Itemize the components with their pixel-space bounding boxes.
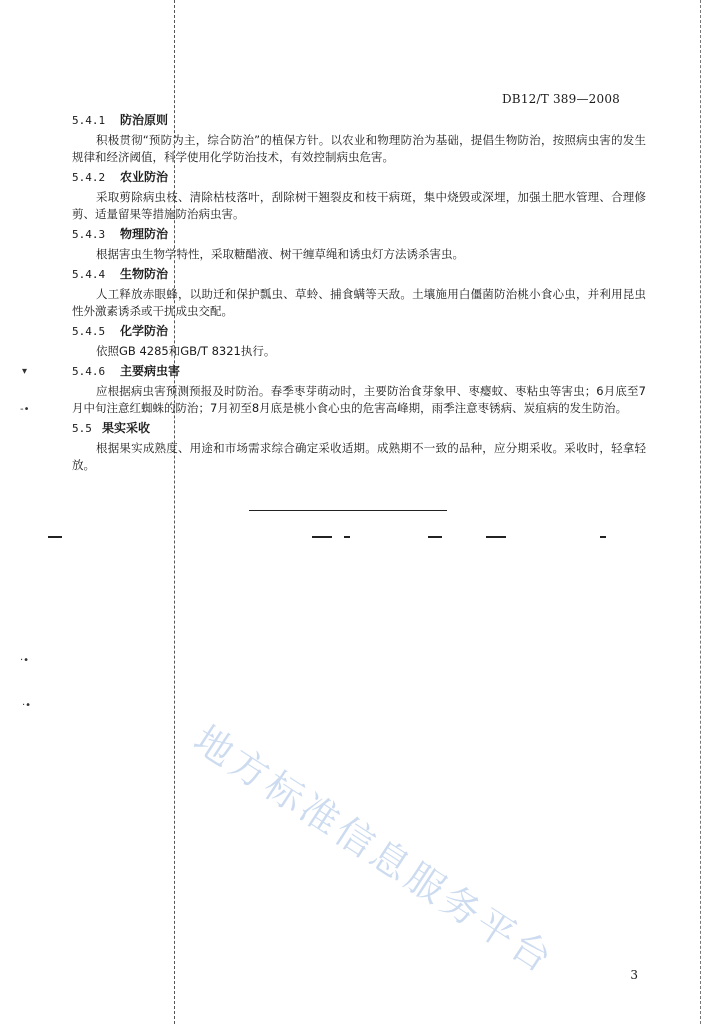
section-number: 5.4.6 <box>72 365 106 378</box>
standard-code: DB12/T 389—2008 <box>501 92 620 106</box>
section-title: 主要病虫害 <box>120 364 181 378</box>
end-rule <box>249 510 447 511</box>
section-paragraph: 采取剪除病虫枝、清除枯枝落叶，刮除树干翘裂皮和枝干病斑，集中烧毁或深埋，加强土肥水管理、合理修剪、适量留果等措施防治病虫害。 <box>72 190 646 221</box>
scan-mark: ▾ <box>22 366 28 377</box>
section-title: 物理防治 <box>120 227 169 241</box>
section-heading <box>72 363 646 380</box>
section-number: 5.5 <box>72 422 92 435</box>
scan-mark: -• <box>20 404 30 415</box>
section-paragraph: 根据果实成熟度、用途和市场需求综合确定采收适期。成熟期不一致的品种，应分期采收。采收时，轻拿轻放。 <box>72 441 646 472</box>
right-edge-dashed-line <box>700 0 701 1024</box>
section-heading <box>72 323 646 340</box>
section-heading <box>72 226 646 243</box>
section-heading <box>72 112 646 129</box>
section-paragraph: 应根据病虫害预测预报及时防治。春季枣芽萌动时，主要防治食芽象甲、枣瘿蚊、枣粘虫等害虫；6月底至7月中旬注意红蜘蛛的防治；7月初至8月底是桃小食心虫的危害高峰期，雨季注意枣锈病、炭疽病的发生防治。 <box>72 384 646 415</box>
section-paragraph: 积极贯彻“预防为主，综合防治”的植保方针。以农业和物理防治为基础，提倡生物防治，按照病虫害的发生规律和经济阈值，科学使用化学防治技术，有效控制病虫危害。 <box>72 133 646 164</box>
section-number: 5.4.1 <box>72 114 106 127</box>
watermark-text: 地方标准信息服务平台 <box>186 716 563 983</box>
section-paragraph: 人工释放赤眼蜂，以助迁和保护瓢虫、草蛉、捕食螨等天敌。土壤施用白僵菌防治桃小食心虫，并利用昆虫性外激素诱杀或干扰成虫交配。 <box>72 287 646 318</box>
scan-dash <box>486 536 506 538</box>
section-title: 农业防治 <box>120 170 169 184</box>
document-body <box>72 112 646 477</box>
section-title: 果实采收 <box>102 421 151 435</box>
section-title: 生物防治 <box>120 267 169 281</box>
section-title: 化学防治 <box>120 324 169 338</box>
section-paragraph: 依照GB 4285和GB/T 8321执行。 <box>96 344 276 358</box>
scan-dash <box>312 536 332 538</box>
scan-dash <box>600 536 606 538</box>
section-heading <box>72 266 646 283</box>
scan-mark: ·• <box>22 700 32 711</box>
section-number: 5.4.4 <box>72 268 106 281</box>
section-paragraph: 根据害虫生物学特性，采取糖醋液、树干缠草绳和诱虫灯方法诱杀害虫。 <box>96 247 464 261</box>
scan-dash <box>428 536 442 538</box>
scan-dash <box>48 536 62 538</box>
section-heading <box>72 420 646 437</box>
section-heading <box>72 169 646 186</box>
scan-dash <box>344 536 350 538</box>
section-number: 5.4.5 <box>72 325 106 338</box>
page-number: 3 <box>630 968 638 982</box>
section-title: 防治原则 <box>120 113 169 127</box>
scan-mark: ·• <box>20 655 30 666</box>
section-number: 5.4.3 <box>72 228 106 241</box>
section-number: 5.4.2 <box>72 171 106 184</box>
